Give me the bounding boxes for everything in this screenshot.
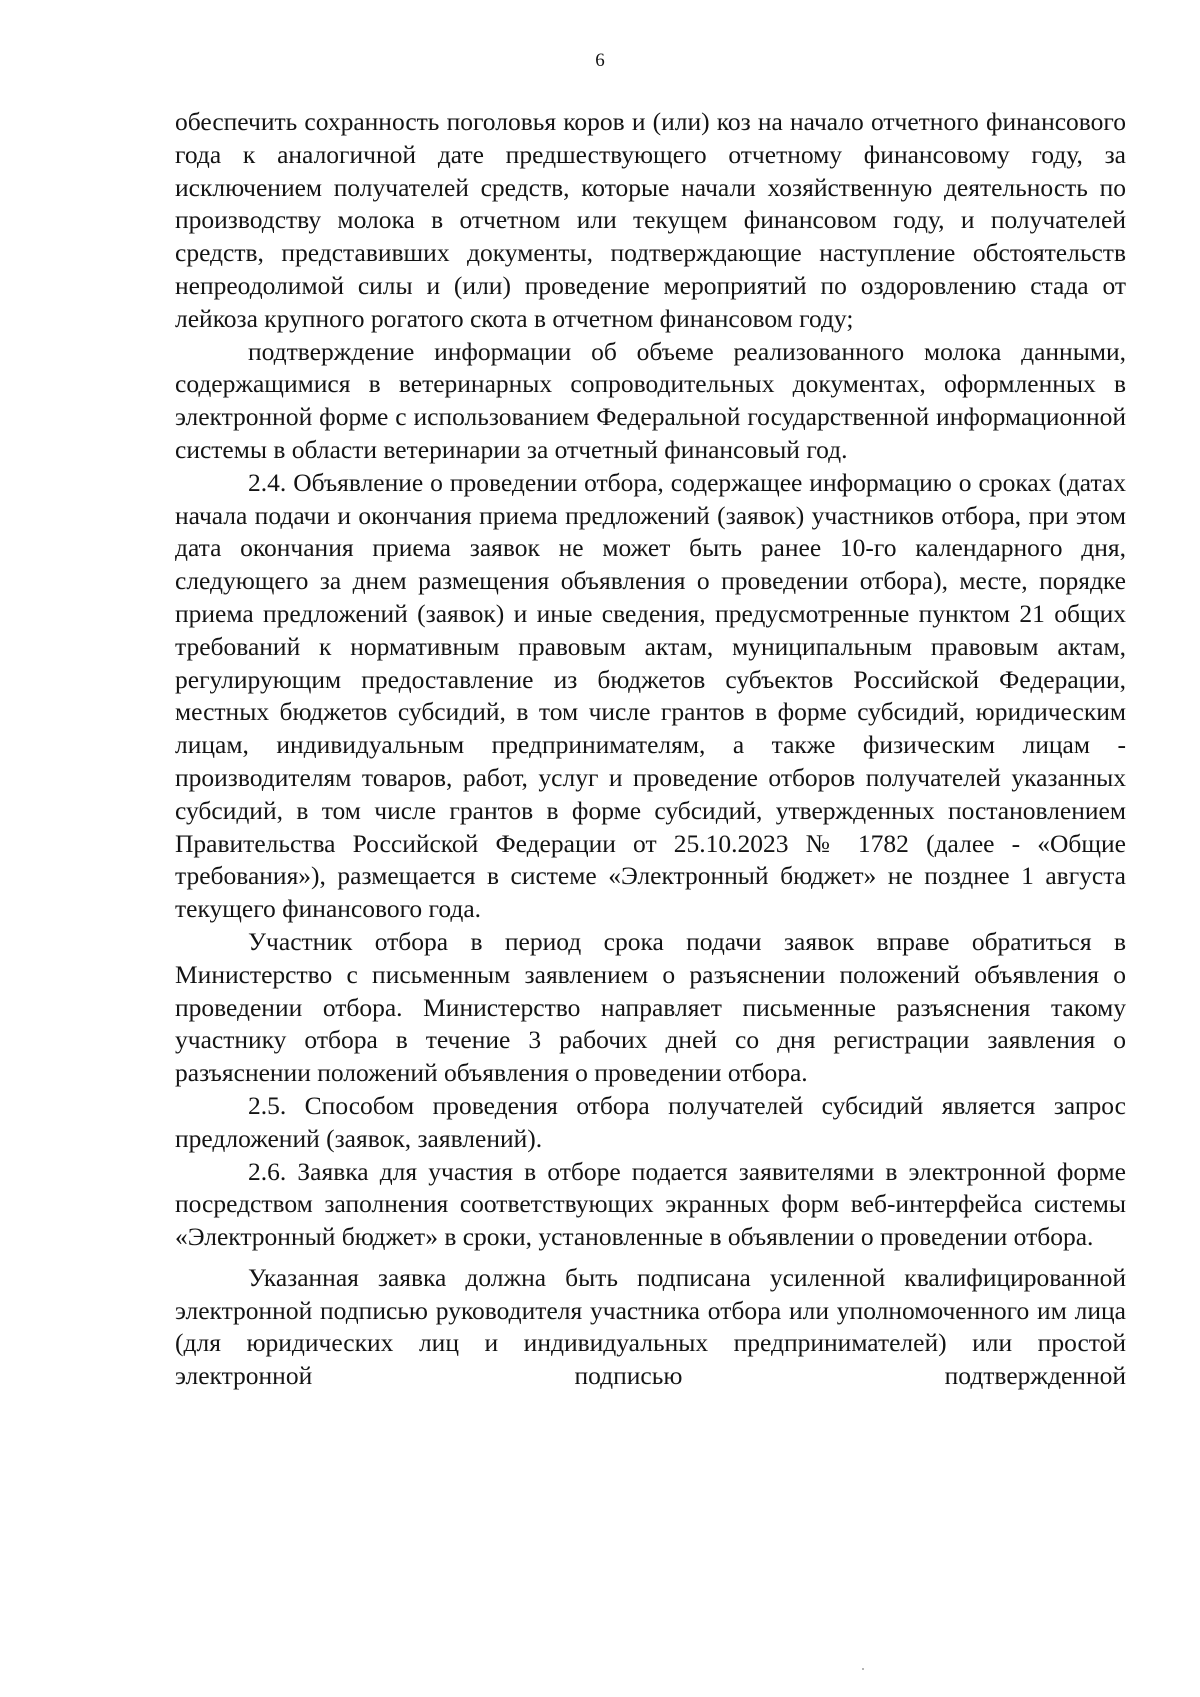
scan-speck bbox=[862, 1668, 864, 1670]
paragraph-2-6-application-submission: 2.6. Заявка для участия в отборе подается заявителями в электронной форме посредством заполнения соответствующих экранных форм веб-интерфейса системы «Электронный бюджет» в сроки, установленные в объявлении о проведении отбора. bbox=[175, 1156, 1126, 1252]
document-body bbox=[175, 106, 1126, 1393]
paragraph-milk-volume-confirmation: подтверждение информации об объеме реализованного молока данными, содержащимися в ветеринарных сопроводительных документах, оформленных в электронной форме с использованием Федеральной государственной информационной системы в области ветеринарии за отчетный финансовый год. bbox=[175, 336, 1126, 464]
page-number: 6 bbox=[595, 50, 605, 71]
paragraph-cows-goats-headcount: обеспечить сохранность поголовья коров и (или) коз на начало отчетного финансового года к аналогичной дате предшествующего отчетному финансовому году, за исключением получателей средств, которые начали хозяйственную деятельность по производству молока в отчетном или текущем финансовом году, и получателей средств, представивших документы, подтверждающие наступление обстоятельств непреодолимой силы и (или) проведение мероприятий по оздоровлению стада от лейкоза крупного рогатого скота в отчетном финансовом году; bbox=[175, 107, 1126, 333]
paragraph-2-5-selection-method: 2.5. Способом проведения отбора получателей субсидий является запрос предложений (заявок, заявлений). bbox=[175, 1090, 1126, 1153]
paragraph-participant-clarification: Участник отбора в период срока подачи заявок вправе обратиться в Министерство с письменным заявлением о разъяснении положений объявления о проведении отбора. Министерство направляет письменные разъяснения такому участнику отбора в течение 3 рабочих дней со дня регистрации заявления о разъяснении положений объявления о проведении отбора. bbox=[175, 926, 1126, 1088]
paragraph-application-signature: Указанная заявка должна быть подписана усиленной квалифицированной электронной подписью руководителя участника отбора или уполномоченного им лица (для юридических лиц и индивидуальных предпринимателей) или простой электронной подписью подтвержденной bbox=[175, 1262, 1126, 1391]
paragraph-2-4-selection-announcement: 2.4. Объявление о проведении отбора, содержащее информацию о сроках (датах начала подачи и окончания приема предложений (заявок) участников отбора, при этом дата окончания приема заявок не может быть ранее 10-го календарного дня, следующего за днем размещения объявления о проведении отбора), месте, порядке приема предложений (заявок) и иные сведения, предусмотренные пунктом 21 общих требований к нормативным правовым актам, муниципальным правовым актам, регулирующим предоставление из бюджетов субъектов Российской Федерации, местных бюджетов субсидий, в том числе грантов в форме субсидий, юридическим лицам, индивидуальным предпринимателям, а также физическим лицам - производителям товаров, работ, услуг и проведение отборов получателей указанных субсидий, в том числе грантов в форме субсидий, утвержденных постановлением Правительства Российской Федерации от 25.10.2023 № 1782 (далее - «Общие требования»), размещается в системе «Электронный бюджет» не позднее 1 августа текущего финансового года. bbox=[175, 467, 1126, 924]
